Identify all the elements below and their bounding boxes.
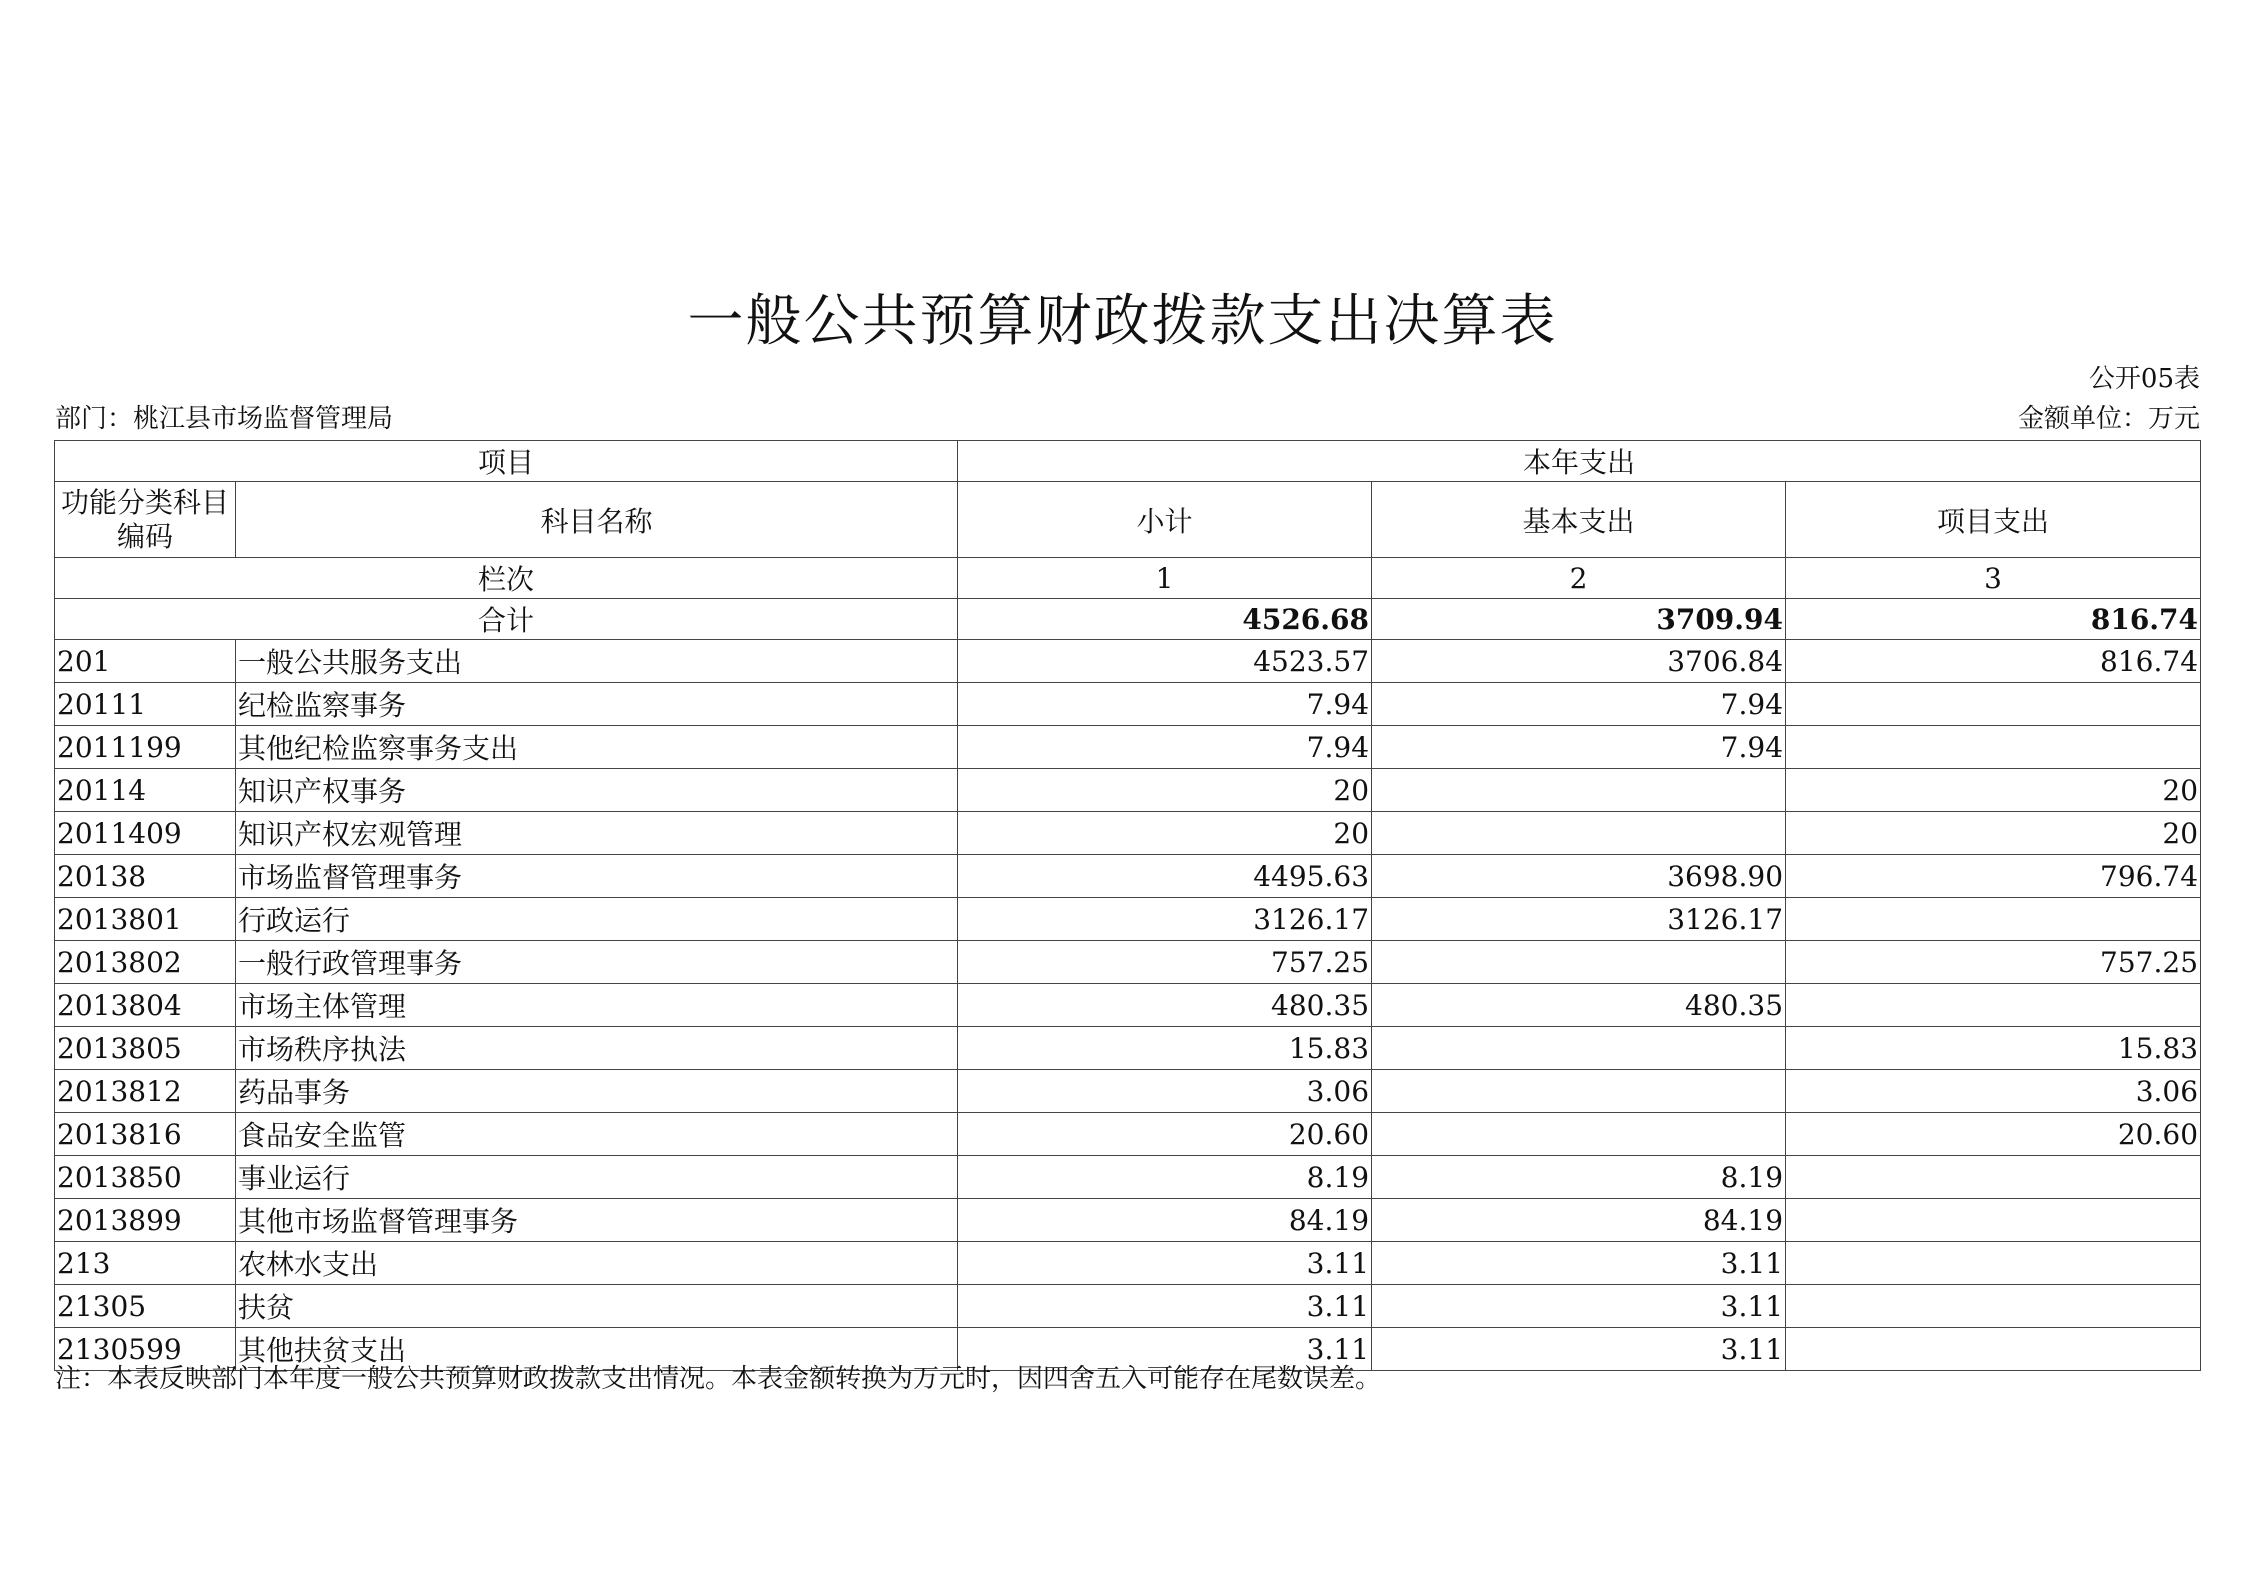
row-project	[1786, 683, 2201, 726]
row-basic: 84.19	[1372, 1199, 1786, 1242]
page-title: 一般公共预算财政拨款支出决算表	[687, 289, 1558, 354]
row-project	[1786, 1242, 2201, 1285]
row-name: 扶贫	[236, 1285, 958, 1328]
table-row	[55, 1070, 2201, 1113]
total-row	[55, 599, 2201, 640]
row-name: 食品安全监管	[236, 1113, 958, 1156]
table-row	[55, 941, 2201, 984]
table-row	[55, 1199, 2201, 1242]
row-basic: 3.11	[1372, 1285, 1786, 1328]
row-code: 2013816	[55, 1113, 236, 1156]
table-row	[55, 769, 2201, 812]
header-subtotal: 小计	[958, 482, 1372, 558]
table-row	[55, 1285, 2201, 1328]
row-project: 20.60	[1786, 1113, 2201, 1156]
table-row	[55, 1113, 2201, 1156]
header-basic: 基本支出	[1372, 482, 1786, 558]
row-name: 市场监督管理事务	[236, 855, 958, 898]
row-code: 2013850	[55, 1156, 236, 1199]
column-index-row	[55, 558, 2201, 599]
table-row	[55, 1242, 2201, 1285]
row-code: 2013812	[55, 1070, 236, 1113]
row-code: 2013899	[55, 1199, 236, 1242]
column-index-3: 3	[1786, 558, 2201, 599]
row-basic: 7.94	[1372, 683, 1786, 726]
row-name: 纪检监察事务	[236, 683, 958, 726]
table-row	[55, 812, 2201, 855]
row-name: 知识产权宏观管理	[236, 812, 958, 855]
row-code: 2013801	[55, 898, 236, 941]
row-project: 20	[1786, 769, 2201, 812]
row-subtotal: 20	[958, 769, 1372, 812]
row-subtotal: 3.11	[958, 1242, 1372, 1285]
row-subtotal: 7.94	[958, 726, 1372, 769]
expenditure-table	[54, 440, 2201, 1371]
row-name: 其他纪检监察事务支出	[236, 726, 958, 769]
row-code: 2013804	[55, 984, 236, 1027]
row-subtotal: 8.19	[958, 1156, 1372, 1199]
column-index-1: 1	[958, 558, 1372, 599]
row-basic: 3126.17	[1372, 898, 1786, 941]
row-code: 20114	[55, 769, 236, 812]
row-name: 市场主体管理	[236, 984, 958, 1027]
header-row-top	[55, 441, 2201, 482]
header-project: 项目支出	[1786, 482, 2201, 558]
row-basic	[1372, 1027, 1786, 1070]
row-code: 2011409	[55, 812, 236, 855]
table-row	[55, 1156, 2201, 1199]
footnote: 注：本表反映部门本年度一般公共预算财政拨款支出情况。本表金额转换为万元时，因四舍五入可能存在尾数误差。	[55, 1364, 1382, 1394]
row-basic	[1372, 1070, 1786, 1113]
row-basic: 3698.90	[1372, 855, 1786, 898]
row-project: 757.25	[1786, 941, 2201, 984]
header-name: 科目名称	[236, 482, 958, 558]
row-name: 事业运行	[236, 1156, 958, 1199]
row-name: 其他扶贫支出	[236, 1328, 958, 1371]
total-label: 合计	[55, 599, 958, 640]
table-row	[55, 984, 2201, 1027]
table-row	[55, 1027, 2201, 1070]
total-project: 816.74	[1786, 599, 2201, 640]
row-name: 药品事务	[236, 1070, 958, 1113]
row-basic	[1372, 1113, 1786, 1156]
row-code: 2013802	[55, 941, 236, 984]
row-name: 一般行政管理事务	[236, 941, 958, 984]
row-code: 2130599	[55, 1328, 236, 1371]
row-code: 201	[55, 640, 236, 683]
table-row	[55, 683, 2201, 726]
row-project	[1786, 984, 2201, 1027]
row-subtotal: 20	[958, 812, 1372, 855]
row-project: 3.06	[1786, 1070, 2201, 1113]
row-basic	[1372, 941, 1786, 984]
row-name: 农林水支出	[236, 1242, 958, 1285]
row-subtotal: 15.83	[958, 1027, 1372, 1070]
row-code: 20138	[55, 855, 236, 898]
row-project	[1786, 1156, 2201, 1199]
row-basic: 3.11	[1372, 1328, 1786, 1371]
table-row	[55, 898, 2201, 941]
row-subtotal: 3126.17	[958, 898, 1372, 941]
column-label: 栏次	[55, 558, 958, 599]
row-name: 知识产权事务	[236, 769, 958, 812]
row-project	[1786, 1328, 2201, 1371]
unit-label: 金额单位：万元	[2017, 404, 2200, 434]
row-subtotal: 4495.63	[958, 855, 1372, 898]
row-project	[1786, 726, 2201, 769]
row-project	[1786, 898, 2201, 941]
row-basic	[1372, 769, 1786, 812]
row-project: 816.74	[1786, 640, 2201, 683]
table-row	[55, 640, 2201, 683]
row-project	[1786, 1285, 2201, 1328]
row-project: 15.83	[1786, 1027, 2201, 1070]
row-name: 行政运行	[236, 898, 958, 941]
row-subtotal: 4523.57	[958, 640, 1372, 683]
column-index-2: 2	[1372, 558, 1786, 599]
row-subtotal: 757.25	[958, 941, 1372, 984]
row-project: 20	[1786, 812, 2201, 855]
department-label: 部门：桃江县市场监督管理局	[55, 404, 394, 434]
header-item: 项目	[55, 441, 958, 482]
form-number: 公开05表	[2088, 364, 2200, 394]
table-row	[55, 726, 2201, 769]
row-project: 796.74	[1786, 855, 2201, 898]
row-code: 2013805	[55, 1027, 236, 1070]
row-project	[1786, 1199, 2201, 1242]
row-basic	[1372, 812, 1786, 855]
row-subtotal: 3.11	[958, 1285, 1372, 1328]
row-name: 其他市场监督管理事务	[236, 1199, 958, 1242]
row-basic: 8.19	[1372, 1156, 1786, 1199]
row-subtotal: 3.11	[958, 1328, 1372, 1371]
header-row-sub	[55, 482, 2201, 558]
row-basic: 480.35	[1372, 984, 1786, 1027]
row-subtotal: 20.60	[958, 1113, 1372, 1156]
row-basic: 3.11	[1372, 1242, 1786, 1285]
total-basic: 3709.94	[1372, 599, 1786, 640]
row-basic: 7.94	[1372, 726, 1786, 769]
header-current-year: 本年支出	[958, 441, 2201, 482]
header-code: 功能分类科目编码	[55, 482, 236, 558]
row-subtotal: 7.94	[958, 683, 1372, 726]
row-name: 市场秩序执法	[236, 1027, 958, 1070]
row-subtotal: 480.35	[958, 984, 1372, 1027]
row-code: 21305	[55, 1285, 236, 1328]
row-code: 213	[55, 1242, 236, 1285]
total-subtotal: 4526.68	[958, 599, 1372, 640]
row-subtotal: 84.19	[958, 1199, 1372, 1242]
row-subtotal: 3.06	[958, 1070, 1372, 1113]
row-basic: 3706.84	[1372, 640, 1786, 683]
row-code: 2011199	[55, 726, 236, 769]
table-row	[55, 855, 2201, 898]
row-name: 一般公共服务支出	[236, 640, 958, 683]
row-code: 20111	[55, 683, 236, 726]
